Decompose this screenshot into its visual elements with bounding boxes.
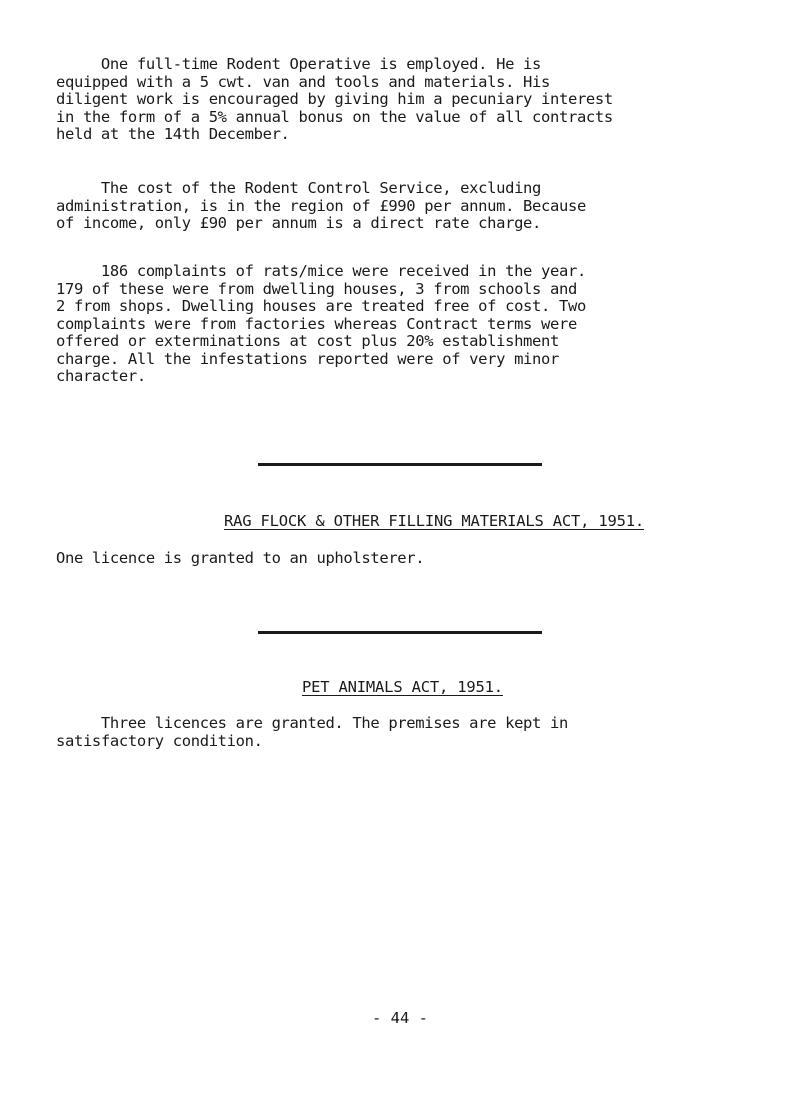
paragraph-rodent-control-cost: The cost of the Rodent Control Service, excluding administration, is in the region of £990 per annum. Because of income, only £90 per annum is a direct rate charge. [56,179,586,232]
section-body-pet-animals: Three licences are granted. The premises are kept in satisfactory condition. [56,714,568,750]
paragraph-complaints: 186 complaints of rats/mice were received in the year. 179 of these were from dwelling houses, 3 from schools and 2 from shops. Dwelling houses are treated free of cost. Two complaints were from factories whereas Contract terms were offered or exterminations at cost plus 20% establishment charge. All the infestations reported were of very minor character. [56,262,586,385]
section-heading-rag-flock: RAG FLOCK & OTHER FILLING MATERIALS ACT, 1951. [224,512,645,530]
section-body-rag-flock: One licence is granted to an upholsterer. [56,549,425,567]
section-heading-pet-animals: PET ANIMALS ACT, 1951. [302,678,503,696]
section-divider [258,463,542,466]
paragraph-rodent-operative: One full-time Rodent Operative is employed. He is equipped with a 5 cwt. van and tools and materials. His diligent work is encouraged by giving him a pecuniary interest in the form of a 5% annual bonus on the value of all contracts held at the 14th December. [56,55,613,143]
page-number: - 44 - [372,1009,428,1027]
section-divider [258,631,542,634]
